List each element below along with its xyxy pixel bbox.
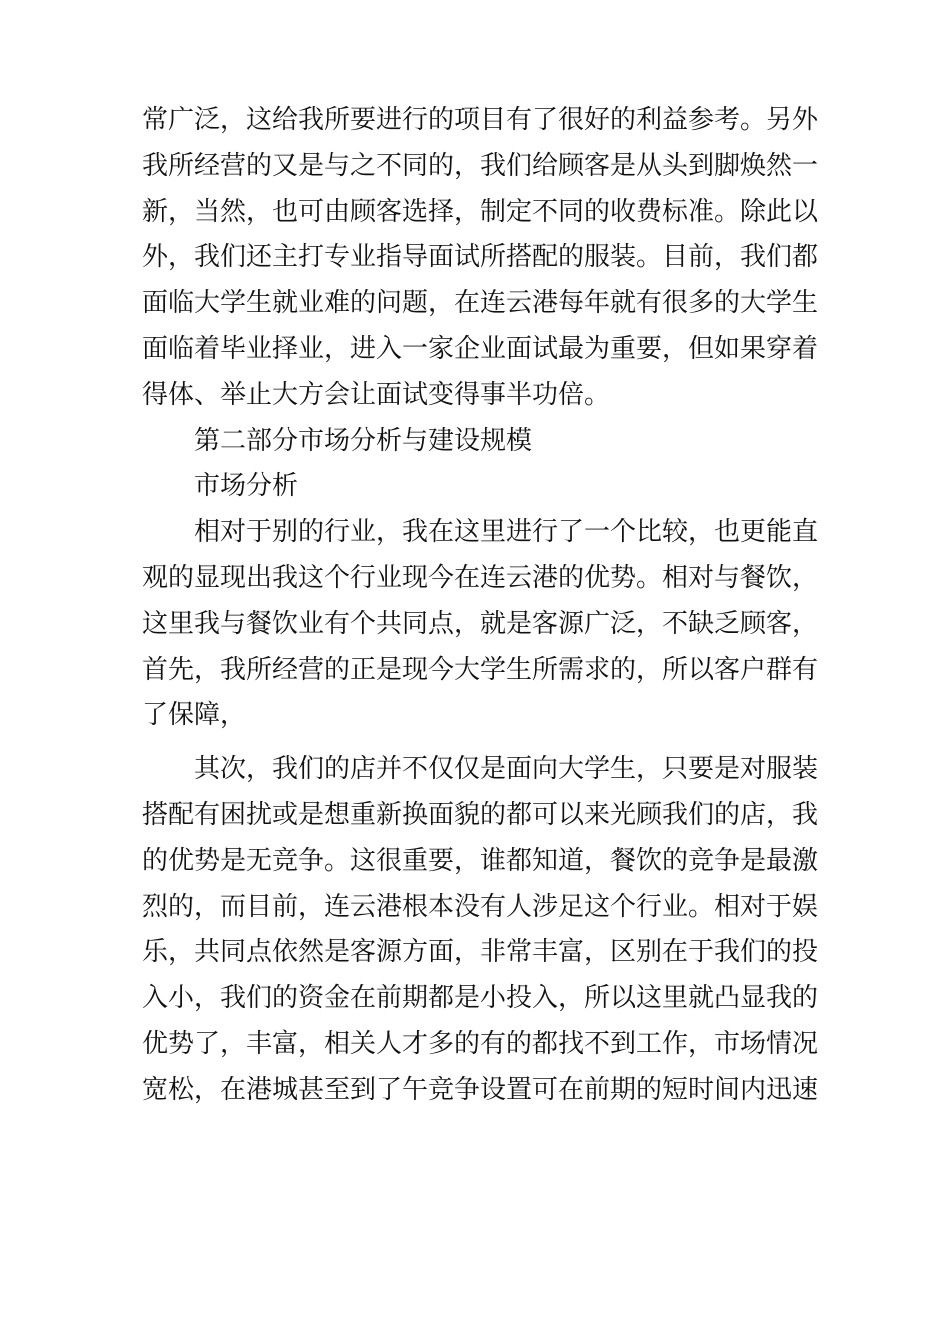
text-line: 烈的，而目前，连云港根本没有人涉足这个行业。相对于娱 — [142, 891, 819, 922]
text-line: 其次，我们的店并不仅仅是面向大学生，只要是对服装 — [194, 754, 819, 785]
text-line: 宽松，在港城甚至到了午竞争设置可在前期的短时间内迅速 — [142, 1074, 819, 1105]
text-line: 新，当然，也可由顾客选择，制定不同的收费标准。除此以 — [142, 196, 819, 227]
text-line: 这里我与餐饮业有个共同点，就是客源广泛，不缺乏顾客， — [142, 608, 819, 639]
paragraph-gap — [142, 739, 822, 747]
text-line: 得体、举止大方会让面试变得事半功倍。 — [142, 379, 611, 410]
text-line: 乐，共同点依然是客源方面，非常丰富，区别在于我们的投 — [142, 937, 819, 968]
text-line: 观的显现出我这个行业现今在连云港的优势。相对与餐饮， — [142, 562, 819, 593]
text-line: 面临大学生就业难的问题，在连云港每年就有很多的大学生 — [142, 288, 819, 319]
text-line: 的优势是无竞争。这很重要，谁都知道，餐饮的竞争是最激 — [142, 845, 819, 876]
text-line: 外，我们还主打专业指导面试所搭配的服装。目前，我们都 — [142, 242, 819, 273]
text-line: 搭配有困扰或是想重新换面貌的都可以来光顾我们的店，我 — [142, 799, 819, 830]
paragraph-advantages — [142, 747, 822, 1113]
text-line: 优势了，丰富，相关人才多的有的都找不到工作，市场情况 — [142, 1028, 819, 1059]
subsection-heading: 市场分析 — [194, 471, 299, 502]
text-line: 入小，我们的资金在前期都是小投入，所以这里就凸显我的 — [142, 983, 819, 1014]
text-line: 了保障， — [142, 700, 247, 731]
paragraph-continuation — [142, 98, 822, 419]
text-line: 常广泛，这给我所要进行的项目有了很好的利益参考。另外 — [142, 105, 819, 135]
text-line: 相对于别的行业，我在这里进行了一个比较，也更能直 — [194, 517, 819, 548]
document-body — [142, 98, 822, 1114]
paragraph-market-comparison — [142, 510, 822, 739]
text-line: 首先，我所经营的正是现今大学生所需求的，所以客户群有 — [142, 654, 819, 685]
text-line: 我所经营的又是与之不同的，我们给顾客是从头到脚焕然一 — [142, 150, 819, 181]
section-heading: 第二部分市场分析与建设规模 — [194, 425, 533, 456]
text-line: 面临着毕业择业，进入一家企业面试最为重要，但如果穿着 — [142, 333, 819, 364]
